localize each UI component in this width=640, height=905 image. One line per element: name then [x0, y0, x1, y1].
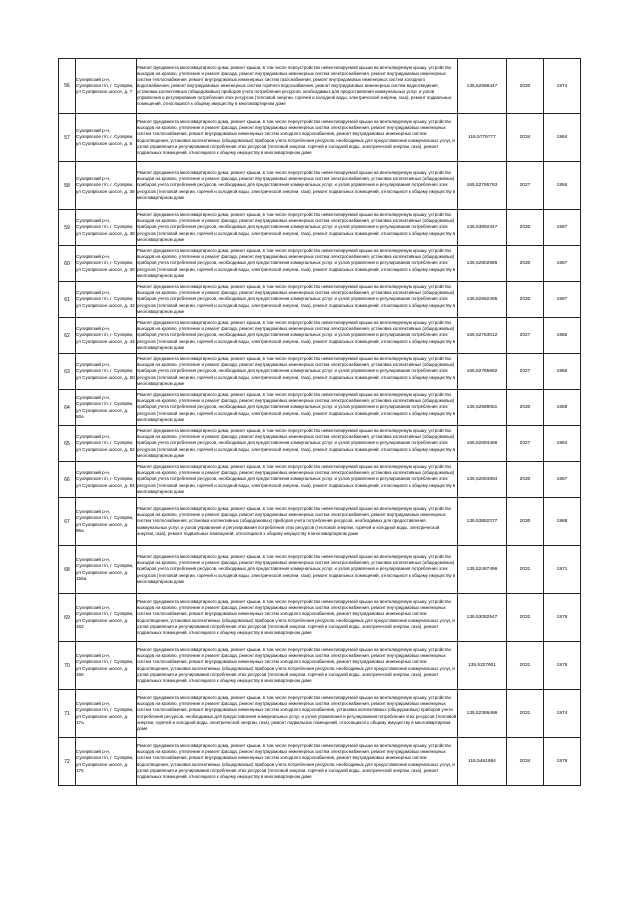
table-row [59, 498, 581, 546]
row-number-text: 56 [64, 83, 70, 89]
row-number-text: 59 [64, 224, 70, 231]
works-cell [137, 282, 458, 318]
build-year-cell [544, 594, 581, 642]
cost-cell-text: 135,53892377 [466, 519, 498, 524]
planned-year-cell-text: 2030 [519, 225, 531, 230]
address-cell [76, 282, 137, 318]
table-row [59, 246, 581, 282]
works-cell-text: Ремонт фундамента многоквартирного дома, ремонт крыши, в том числе переустройство невентилируемой крыши на вентилируемую крышу, устройство выходов на кровлю, утепление и ремонт фасада, ремонт внутридомовых инженерных систем электроснабжения, ремонт внутридомовых инженерных систем теплоснабжения, установка коллективных (общедомовых) приборов учета потребления ресурсов, необходимых для предоставления коммунальных услуг, и узлов управления и регулирования потребления этих ресурсов (тепловой энергии, горячей и холодной воды, электрической энергии, газа), ремонт подвальных помещений, относящихся к общему имуществу в многоквартирном доме [137, 506, 452, 536]
address-cell-text: Суоярвский р-н, Суоярвское г/п, г. Суоярви, ул Суоярвское шоссе, д. 50 [76, 362, 135, 380]
works-cell [137, 59, 458, 114]
planned-year-cell [507, 390, 544, 426]
row-number [59, 354, 76, 390]
table-row [59, 114, 581, 162]
planned-year-cell [507, 594, 544, 642]
planned-year-cell-text: 2031 [519, 663, 531, 668]
row-number-text: 66 [64, 476, 70, 483]
build-year-cell [544, 210, 581, 246]
works-cell-text: Ремонт фундамента многоквартирного дома, ремонт крыши, в том числе переустройство невентилируемой крыши на вентилируемую крышу, устройство выходов на кровлю, утепление и ремонт фасада, ремонт внутридомовых инженерных систем электроснабжения, ремонт внутридомовых инженерных систем теплоснабжения, ремонт внутридомовых инженерных систем холодного водоснабжения, установка коллективных (общедомовых) приборов учета потребления ресурсов, необходимых для предоставления коммунальных услуг, и узлов управления и регулирования потребления этих ресурсов (тепловой энергии, горячей и холодной воды, электрической энергии, газа), ремонт подвальных помещений, относящихся к общему имуществу в многоквартирном доме [137, 695, 457, 731]
works-cell [137, 354, 458, 390]
cost-cell [458, 354, 507, 390]
address-cell [76, 462, 137, 498]
works-cell-text: Ремонт фундамента многоквартирного дома, ремонт крыши, в том числе переустройство невентилируемой крыши на вентилируемую крышу, устройство выходов на кровлю, утепление и ремонт фасада, ремонт внутридомовых инженерных систем электроснабжения, установка коллективных (общедомовых) приборов учета потребления ресурсов, необходимых для предоставления коммунальных услуг, и узлов управления и регулирования потребления этих ресурсов (тепловой энергии, горячей и холодной воды, электрической энергии, газа), ремонт подвальных помещений, относящихся к общему имуществу в многоквартирном доме [137, 392, 456, 422]
cost-cell-text: 115,5776777 [468, 135, 496, 140]
build-year-cell [544, 246, 581, 282]
planned-year-cell [507, 462, 544, 498]
build-year-cell-text: 1979 [556, 759, 568, 764]
row-number [59, 59, 76, 114]
cost-cell [458, 498, 507, 546]
build-year-cell-text: 1957 [556, 225, 568, 230]
row-number-text: 60 [64, 260, 70, 267]
cost-cell [458, 546, 507, 594]
works-cell [137, 498, 458, 546]
address-cell [76, 546, 137, 594]
address-cell-text: Суоярвский р-н, Суоярвское г/п, г. Суоярви, ул Суоярвское шоссе, д. 50а [76, 395, 134, 419]
works-cell-text: Ремонт фундамента многоквартирного дома, ремонт крыши, в том числе переустройство невентилируемой крыши на вентилируемую крышу, устройство выходов на кровлю, утепление и ремонт фасада, ремонт внутридомовых инженерных систем электроснабжения, установка коллективных (общедомовых) приборов учета потребления ресурсов, необходимых для предоставления коммунальных услуг, и узлов управления и регулирования потребления этих ресурсов (тепловой энергии, горячей и холодной воды, электрической энергии, газа), ремонт подвальных помещений, относящихся к общему имуществу в многоквартирном доме [137, 464, 456, 494]
row-number [59, 114, 76, 162]
address-cell [76, 162, 137, 210]
cost-cell [458, 738, 507, 786]
planned-year-cell-text: 2030 [519, 83, 531, 89]
address-cell [76, 390, 137, 426]
build-year-cell-text: 1988 [556, 519, 568, 524]
address-cell-text: Суоярвский р-н, Суоярвское г/п, г. Суоярви, ул Суоярвское шоссе, д. 40 [76, 254, 135, 272]
build-year-cell [544, 690, 581, 738]
row-number [59, 210, 76, 246]
cost-cell [458, 210, 507, 246]
works-cell-text: Ремонт фундамента многоквартирного дома, ремонт крыши, в том числе переустройство невентилируемой крыши на вентилируемую крышу, устройство выходов на кровлю, утепление и ремонт фасада, ремонт внутридомовых инженерных систем электроснабжения, установка коллективных (общедомовых) приборов учета потребления ресурсов, необходимых для предоставления коммунальных услуг, и узлов управления и регулирования потребления этих ресурсов (тепловой энергии, горячей и холодной воды, электрической энергии, газа), ремонт подвальных помещений, относящихся к общему имуществу в многоквартирном доме [137, 356, 456, 386]
row-number [59, 318, 76, 354]
table-row [59, 162, 581, 210]
works-cell [137, 462, 458, 498]
planned-year-cell [507, 114, 544, 162]
table-row [59, 390, 581, 426]
row-number [59, 162, 76, 210]
address-cell [76, 426, 137, 462]
works-cell [137, 426, 458, 462]
planned-year-cell [507, 546, 544, 594]
cost-cell-text: 135,52694894 [466, 477, 498, 482]
row-number [59, 738, 76, 786]
planned-year-cell [507, 642, 544, 690]
row-number [59, 390, 76, 426]
cost-cell [458, 426, 507, 462]
works-cell-text: Ремонт фундамента многоквартирного дома, ремонт крыши, в том числе переустройство невентилируемой крыши на вентилируемую крышу, устройство выходов на кровлю, утепление и ремонт фасада, ремонт внутридомовых инженерных систем электроснабжения, ремонт внутридомовых инженерных систем теплоснабжения, ремонт внутридомовых инженерных систем холодного водоснабжения, ремонт внутридомовых инженерных систем водоотведения, установка коллективных (общедомовых) приборов учета потребления ресурсов, необходимых для предоставления коммунальных услуг, и узлов управления и регулирования потребления этих ресурсов (тепловой энергии, горячей и холодной воды, электрической энергии, газа), ремонт подвальных помещений, относящихся к общему имуществу в многоквартирном доме [137, 599, 455, 635]
cost-cell-text: 135,5327901 [467, 663, 496, 668]
build-year-cell [544, 59, 581, 114]
planned-year-cell [507, 426, 544, 462]
build-year-cell [544, 546, 581, 594]
planned-year-cell-text: 2027 [519, 369, 531, 374]
works-cell-text: Ремонт фундамента многоквартирного дома, ремонт крыши, в том числе переустройство невентилируемой крыши на вентилируемую крышу, устройство выходов на кровлю, утепление и ремонт фасада, ремонт внутридомовых инженерных систем электроснабжения, установка коллективных (общедомовых) приборов учета потребления ресурсов, необходимых для предоставления коммунальных услуг, и узлов управления и регулирования потребления этих ресурсов (тепловой энергии, горячей и холодной воды, электрической энергии, газа), ремонт подвальных помещений, относящихся к общему имуществу в многоквартирном доме [137, 170, 456, 200]
row-number-text: 64 [64, 404, 70, 411]
row-number-text: 63 [64, 368, 70, 375]
row-number-text: 57 [64, 134, 70, 141]
address-cell-text: Суоярвский р-н, Суоярвское г/п, г. Суоярви, ул Суоярвское шоссе, д. 36 [76, 176, 135, 194]
cost-cell [458, 462, 507, 498]
build-year-cell [544, 642, 581, 690]
row-number [59, 690, 76, 738]
row-number [59, 246, 76, 282]
works-cell-text: Ремонт фундамента многоквартирного дома, ремонт крыши, в том числе переустройство невентилируемой крыши на вентилируемую крышу, устройство выходов на кровлю, утепление и ремонт фасада, ремонт внутридомовых инженерных систем электроснабжения, установка коллективных (общедомовых) приборов учета потребления ресурсов, необходимых для предоставления коммунальных услуг, и узлов управления и регулирования потребления этих ресурсов (тепловой энергии, горячей и холодной воды, электрической энергии, газа), ремонт подвальных помещений, относящихся к общему имуществу в многоквартирном доме [137, 554, 456, 584]
planned-year-cell [507, 498, 544, 546]
cost-cell-text: 115,5461584 [468, 759, 496, 764]
planned-year-cell-text: 2027 [519, 441, 531, 446]
planned-year-cell-text: 2032 [519, 615, 531, 620]
cost-cell-text: 135,53892347 [466, 225, 498, 230]
row-number-text: 68 [64, 566, 70, 573]
address-cell-text: Суоярвский р-н, Суоярвское г/п, г. Суоярви, ул Суоярвское шоссе, д. 162 [76, 605, 134, 629]
works-cell [137, 594, 458, 642]
planned-year-cell-text: 2030 [519, 519, 531, 524]
planned-year-cell [507, 690, 544, 738]
table-row [59, 642, 581, 690]
works-cell [137, 738, 458, 786]
address-cell [76, 354, 137, 390]
works-cell-text: Ремонт фундамента многоквартирного дома, ремонт крыши, в том числе переустройство невентилируемой крыши на вентилируемую крышу, устройство выходов на кровлю, утепление и ремонт фасада, ремонт внутридомовых инженерных систем электроснабжения, установка коллективных (общедомовых) приборов учета потребления ресурсов, необходимых для предоставления коммунальных услуг, и узлов управления и регулирования потребления этих ресурсов (тепловой энергии, горячей и холодной воды, электрической энергии, газа), ремонт подвальных помещений, относящихся к общему имуществу в многоквартирном доме [137, 284, 456, 314]
build-year-cell [544, 162, 581, 210]
address-cell-text: Суоярвский р-н, Суоярвское г/п, г. Суоярви, ул Суоярвское шоссе, д. 44 [76, 326, 135, 344]
table-row [59, 210, 581, 246]
address-cell-text: Суоярвский р-н, Суоярвское г/п, г. Суоярви, ул Суоярвское шоссе, д. 17а [76, 701, 134, 725]
works-cell-text: Ремонт фундамента многоквартирного дома, ремонт крыши, в том числе переустройство невентилируемой крыши на вентилируемую крышу, устройство выходов на кровлю, утепление и ремонт фасада, ремонт внутридомовых инженерных систем электроснабжения, установка коллективных (общедомовых) приборов учета потребления ресурсов, необходимых для предоставления коммунальных услуг, и узлов управления и регулирования потребления этих ресурсов (тепловой энергии, горячей и холодной воды, электрической энергии, газа), ремонт подвальных помещений, относящихся к общему имуществу в многоквартирном доме [137, 320, 456, 350]
address-cell [76, 210, 137, 246]
works-cell [137, 318, 458, 354]
build-year-cell [544, 390, 581, 426]
address-cell-text: Суоярвский р-н, Суоярвское г/п, г. Суоярви, ул Суоярвское шоссе, д. 156а [76, 557, 134, 581]
address-cell [76, 318, 137, 354]
address-cell [76, 690, 137, 738]
build-year-cell [544, 462, 581, 498]
table-row [59, 59, 581, 114]
table-row [59, 318, 581, 354]
address-cell-text: Суоярвский р-н, Суоярвское г/п, г. Суоярви, ул Суоярвское шоссе, д. 86а [76, 509, 134, 533]
cost-cell [458, 162, 507, 210]
table-row [59, 594, 581, 642]
build-year-cell [544, 318, 581, 354]
register-sheet [58, 58, 574, 786]
planned-year-cell-text: 2034 [519, 135, 531, 140]
cost-cell-text: 165,52763012 [466, 333, 498, 338]
planned-year-cell-text: 2034 [519, 759, 531, 764]
cost-cell [458, 390, 507, 426]
build-year-cell [544, 354, 581, 390]
row-number-text: 62 [64, 332, 70, 339]
row-number [59, 498, 76, 546]
row-number-text: 58 [64, 182, 70, 189]
planned-year-cell [507, 59, 544, 114]
row-number-text: 70 [64, 662, 70, 669]
cost-cell-text: 135,52589051 [466, 405, 498, 410]
row-number-text: 61 [64, 296, 70, 303]
address-cell-text: Суоярвский р-н, Суоярвское г/п, г. Суоярви, ул Суоярвское шоссе, д. 42 [76, 290, 135, 308]
cost-cell-text: 135,52682495 [466, 297, 498, 302]
build-year-cell-text: 1956 [556, 183, 568, 188]
works-cell-text: Ремонт фундамента многоквартирного дома, ремонт крыши, в том числе переустройство невентилируемой крыши на вентилируемую крышу, устройство выходов на кровлю, утепление и ремонт фасада, ремонт внутридомовых инженерных систем электроснабжения, установка коллективных (общедомовых) приборов учета потребления ресурсов, необходимых для предоставления коммунальных услуг, и узлов управления и регулирования потребления этих ресурсов (тепловой энергии, горячей и холодной воды, электрической энергии, газа), ремонт подвальных помещений, относящихся к общему имуществу в многоквартирном доме [137, 248, 456, 278]
cost-cell [458, 114, 507, 162]
build-year-cell [544, 738, 581, 786]
cost-cell-text: 135,52802986 [466, 261, 498, 266]
build-year-cell-text: 1957 [556, 477, 568, 482]
build-year-cell-text: 1957 [556, 261, 568, 266]
row-number-text: 69 [64, 614, 70, 621]
table-row [59, 282, 581, 318]
build-year-cell-text: 1974 [556, 711, 568, 716]
build-year-cell-text: 1964 [556, 441, 568, 446]
works-cell [137, 210, 458, 246]
works-cell [137, 546, 458, 594]
cost-cell [458, 594, 507, 642]
table-body [59, 59, 581, 786]
address-cell-text: Суоярвский р-н, Суоярвское г/п, г. Суоярви, ул Суоярвское шоссе, д. 7 [76, 76, 134, 95]
cost-cell-text: 135,52588447 [466, 83, 498, 89]
address-cell-text: Суоярвский р-н, Суоярвское г/п, г. Суоярви, ул Суоярвское шоссе, д. 82 [76, 434, 135, 452]
capital-repair-table [58, 58, 581, 786]
address-cell-text: Суоярвский р-н, Суоярвское г/п, г. Суоярви, ул Суоярвское шоссе, д. 166 [76, 653, 134, 677]
address-cell-text: Суоярвский р-н, Суоярвское г/п, г. Суоярви, ул Суоярвское шоссе, д. 8 [76, 128, 134, 146]
planned-year-cell-text: 2030 [519, 297, 531, 302]
works-cell-text: Ремонт фундамента многоквартирного дома, ремонт крыши, в том числе переустройство невентилируемой крыши на вентилируемую крышу, устройство выходов на кровлю, утепление и ремонт фасада, ремонт внутридомовых инженерных систем электроснабжения, установка коллективных (общедомовых) приборов учета потребления ресурсов, необходимых для предоставления коммунальных услуг, и узлов управления и регулирования потребления этих ресурсов (тепловой энергии, горячей и холодной воды, электрической энергии, газа), ремонт подвальных помещений, относящихся к общему имуществу в многоквартирном доме [137, 212, 456, 242]
build-year-cell-text: 1971 [556, 567, 568, 572]
planned-year-cell-text: 2031 [519, 567, 531, 572]
cost-cell-text: 165,52765682 [466, 369, 498, 374]
build-year-cell-text: 1959 [556, 405, 568, 410]
row-number [59, 546, 76, 594]
planned-year-cell-text: 2027 [519, 183, 531, 188]
works-cell [137, 114, 458, 162]
build-year-cell-text: 1986 [556, 333, 568, 338]
build-year-cell-text: 1984 [556, 135, 568, 140]
cost-cell [458, 59, 507, 114]
address-cell [76, 498, 137, 546]
cost-cell-text: 165,52765763 [466, 183, 498, 188]
row-number-text: 67 [64, 518, 70, 525]
address-cell [76, 114, 137, 162]
table-row [59, 690, 581, 738]
table-row [59, 354, 581, 390]
address-cell [76, 594, 137, 642]
row-number [59, 594, 76, 642]
planned-year-cell-text: 2031 [519, 711, 531, 716]
build-year-cell-text: 1956 [556, 369, 568, 374]
planned-year-cell-text: 2030 [519, 405, 531, 410]
build-year-cell-text: 1975 [556, 663, 568, 668]
cost-cell-text: 135,53082547 [466, 615, 498, 620]
works-cell [137, 642, 458, 690]
cost-cell [458, 690, 507, 738]
table-row [59, 738, 581, 786]
cost-cell [458, 246, 507, 282]
row-number-text: 71 [64, 710, 70, 717]
cost-cell [458, 318, 507, 354]
row-number-text: 72 [64, 758, 70, 765]
works-cell [137, 390, 458, 426]
row-number-text: 65 [64, 440, 70, 447]
row-number [59, 462, 76, 498]
works-cell [137, 246, 458, 282]
planned-year-cell-text: 2030 [519, 477, 531, 482]
planned-year-cell [507, 246, 544, 282]
address-cell [76, 738, 137, 786]
address-cell [76, 246, 137, 282]
address-cell-text: Суоярвский р-н, Суоярвское г/п, г. Суоярви, ул Суоярвское шоссе, д. 176 [76, 749, 134, 773]
planned-year-cell-text: 2027 [519, 333, 531, 338]
cost-cell-text: 135,52487496 [466, 567, 498, 572]
works-cell [137, 690, 458, 738]
address-cell-text: Суоярвский р-н, Суоярвское г/п, г. Суоярви, ул Суоярвское шоссе, д. 38 [76, 218, 135, 236]
table-row [59, 426, 581, 462]
build-year-cell-text: 1974 [556, 83, 568, 89]
build-year-cell [544, 426, 581, 462]
address-cell [76, 59, 137, 114]
cost-cell-text: 165,52694486 [466, 441, 498, 446]
row-number [59, 282, 76, 318]
planned-year-cell-text: 2030 [519, 261, 531, 266]
works-cell-text: Ремонт фундамента многоквартирного дома, ремонт крыши, в том числе переустройство невентилируемой крыши на вентилируемую крышу, устройство выходов на кровлю, утепление и ремонт фасада, ремонт внутридомовых инженерных систем электроснабжения, ремонт внутридомовых инженерных систем теплоснабжения, ремонт внутридомовых инженерных систем холодного водоснабжения, ремонт внутридомовых инженерных систем водоотведения, установка коллективных (общедомовых) приборов учета потребления ресурсов, необходимых для предоставления коммунальных услуг, и узлов управления и регулирования потребления этих ресурсов (тепловой энергии, горячей и холодной воды, электрической энергии, газа), ремонт подвальных помещений, относящихся к общему имуществу в многоквартирном доме [137, 119, 455, 155]
build-year-cell-text: 1978 [556, 615, 568, 620]
row-number [59, 642, 76, 690]
address-cell [76, 642, 137, 690]
build-year-cell [544, 282, 581, 318]
works-cell [137, 162, 458, 210]
works-cell-text: Ремонт фундамента многоквартирного дома, ремонт крыши, в том числе переустройство невентилируемой крыши на вентилируемую крышу, устройство выходов на кровлю, утепление и ремонт фасада, ремонт внутридомовых инженерных систем электроснабжения, установка коллективных (общедомовых) приборов учета потребления ресурсов, необходимых для предоставления коммунальных услуг, и узлов управления и регулирования потребления этих ресурсов (тепловой энергии, горячей и холодной воды, электрической энергии, газа), ремонт подвальных помещений, относящихся к общему имуществу в многоквартирном доме [137, 428, 456, 458]
works-cell-text: Ремонт фундамента многоквартирного дома, ремонт крыши, в том числе переустройство невентилируемой крыши на вентилируемую крышу, устройство выходов на кровлю, утепление и ремонт фасада, ремонт внутридомовых инженерных систем электроснабжения, ремонт внутридомовых инженерных систем теплоснабжения, ремонт внутридомовых инженерных систем холодного водоснабжения, ремонт внутридомовых инженерных систем водоотведения, установка коллективных (общедомовых) приборов учета потребления ресурсов, необходимых для предоставления коммунальных услуг, и узлов управления и регулирования потребления этих ресурсов (тепловой энергии, горячей и холодной воды, электрической энергии, газа), ремонт подвальных помещений, относящихся к общему имуществу в многоквартирном доме [137, 647, 455, 683]
build-year-cell-text: 1997 [556, 297, 568, 302]
cost-cell [458, 282, 507, 318]
build-year-cell [544, 498, 581, 546]
planned-year-cell [507, 162, 544, 210]
cost-cell-text: 135,52386496 [466, 711, 498, 716]
build-year-cell [544, 114, 581, 162]
address-cell-text: Суоярвский р-н, Суоярвское г/п, г. Суоярви, ул Суоярвское шоссе, д. 84 [76, 470, 135, 488]
table-row [59, 462, 581, 498]
table-row [59, 546, 581, 594]
planned-year-cell [507, 354, 544, 390]
row-number [59, 426, 76, 462]
works-cell-text: Ремонт фундамента многоквартирного дома, ремонт крыши, в том числе переустройство невентилируемой крыши на вентилируемую крышу, устройство выходов на кровлю, утепление и ремонт фасада, ремонт внутридомовых инженерных систем электроснабжения, ремонт внутридомовых инженерных систем теплоснабжения, ремонт внутридомовых инженерных систем газоснабжения, ремонт внутридомовых инженерных систем холодного водоснабжения, ремонт внутридомовых инженерных систем горячего водоснабжения, ремонт внутридомовых инженерных систем водоотведения, установка коллективных (общедомовых) приборов учета потребления ресурсов, необходимых для предоставления коммунальных услуг, и узлов управления и регулирования потребления этих ресурсов (тепловой энергии, горячей и холодной воды, электрической энергии, газа), ремонт подвальных помещений, относящихся к общему имуществу в многоквартирном доме [137, 64, 452, 107]
planned-year-cell [507, 318, 544, 354]
cost-cell [458, 642, 507, 690]
planned-year-cell [507, 282, 544, 318]
planned-year-cell [507, 738, 544, 786]
works-cell-text: Ремонт фундамента многоквартирного дома, ремонт крыши, в том числе переустройство невентилируемой крыши на вентилируемую крышу, устройство выходов на кровлю, утепление и ремонт фасада, ремонт внутридомовых инженерных систем электроснабжения, ремонт внутридомовых инженерных систем теплоснабжения, ремонт внутридомовых инженерных систем холодного водоснабжения, ремонт внутридомовых инженерных систем водоотведения, установка коллективных (общедомовых) приборов учета потребления ресурсов, необходимых для предоставления коммунальных услуг, и узлов управления и регулирования потребления этих ресурсов (тепловой энергии, горячей и холодной воды, электрической энергии, газа), ремонт подвальных помещений, относящихся к общему имуществу в многоквартирном доме [137, 743, 455, 779]
planned-year-cell [507, 210, 544, 246]
